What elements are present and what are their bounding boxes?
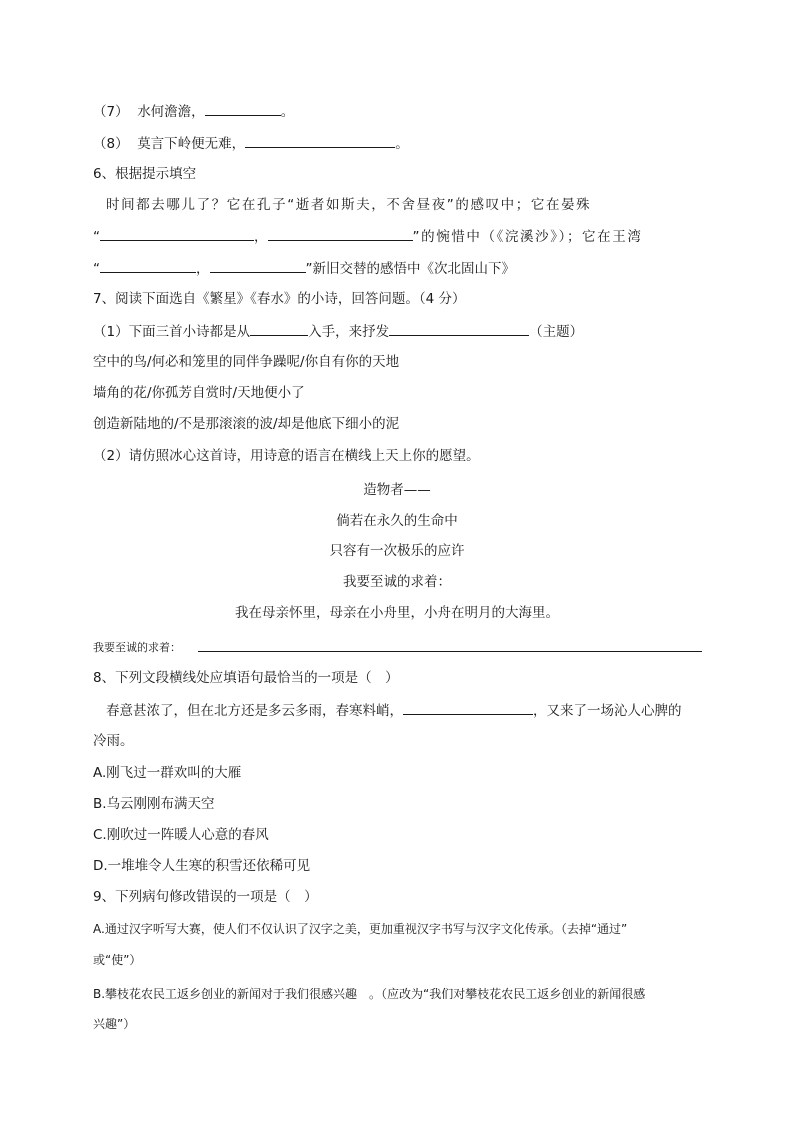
- comma: ，: [254, 229, 268, 245]
- q6-line-1: 时间都去哪儿了？它在孔子“逝者如斯夫，不舍昼夜”的感叹中；它在晏殊: [106, 197, 592, 213]
- q9-option-b-line-2: 兴趣”）: [93, 1017, 136, 1031]
- fill-blank[interactable]: [250, 321, 308, 336]
- item-8-text: 莫言下岭便无难，: [137, 136, 246, 152]
- verse-line-5: 我在母亲怀里，母亲在小舟里，小舟在明月的大海里。: [235, 605, 559, 621]
- item-7-end: 。: [280, 104, 295, 120]
- poem-line-1: 空中的鸟/何必和笼里的同伴争躁呢/你自有你的天地: [93, 354, 400, 370]
- q8-heading: 8、下列文段横线处应填语句最恰当的一项是（ ）: [93, 670, 399, 686]
- item-8-end: 。: [395, 136, 409, 152]
- q8-para-b: ，又来了一场沁人心脾的: [533, 703, 682, 719]
- item-7: [93, 101, 294, 122]
- q9-option-b-line-1: B.攀枝花农民工返乡创业的新闻对于我们很感兴趣 。（应改为“我们对攀枝花农民工返乡创业的新闻很感: [93, 987, 646, 1001]
- q9-option-a-line-1: A.通过汉字听写大赛，使人们不仅认识了汉字之美，更加重视汉字书写与汉字文化传承。（去掉“通过”: [93, 922, 628, 936]
- poem-line-3: 创造新陆地的/不是那滚滚的波/却是他底下细小的泥: [93, 416, 400, 432]
- q6-line-3-rest: ”新旧交替的感悟中《次北固山下》: [305, 261, 515, 277]
- fill-blank[interactable]: [210, 258, 306, 273]
- q7-sub-1-b: 入手，来抒发: [308, 324, 390, 340]
- q7-sub-1-c: （主题）: [529, 324, 584, 340]
- q6-heading: 6、根据提示填空: [93, 166, 197, 182]
- fill-blank[interactable]: [268, 226, 413, 241]
- q7-sub-1-a: （1）下面三首小诗都是从: [93, 324, 251, 340]
- q8-option-a: A.刚飞过一群欢叫的大雁: [93, 765, 242, 781]
- q8-option-d: D.一堆堆令人生寒的积雪还依稀可见: [93, 858, 311, 874]
- verse-line-2: 倘若在永久的生命中: [336, 513, 458, 529]
- q8-para-a: 春意甚浓了，但在北方还是多云多雨，春寒料峭，: [106, 703, 403, 719]
- q7-sub-1: [93, 321, 583, 342]
- fill-blank[interactable]: [100, 226, 254, 241]
- q8-paragraph-end: 冷雨。: [93, 733, 134, 749]
- item-8: [93, 133, 409, 154]
- fill-blank[interactable]: [205, 101, 281, 116]
- item-7-text: 水何澹澹，: [137, 104, 205, 120]
- comma: ，: [196, 261, 210, 277]
- answer-line[interactable]: [198, 651, 702, 652]
- q9-heading: 9、下列病句修改错误的一项是（ ）: [93, 889, 318, 905]
- item-7-number: （7）: [93, 104, 129, 120]
- verse-line-3: 只容有一次极乐的应许: [329, 543, 465, 559]
- q8-option-b: B.乌云刚刚布满天空: [93, 796, 215, 812]
- fill-blank[interactable]: [403, 700, 533, 715]
- q9-option-a-line-2: 或“使”）: [93, 953, 142, 967]
- q6-line-3: [93, 258, 515, 279]
- item-8-number: （8）: [93, 136, 129, 152]
- quote-open: “: [93, 229, 100, 245]
- fill-blank[interactable]: [389, 321, 529, 336]
- verse-line-4: 我要至诚的求着：: [343, 574, 451, 590]
- poem-line-2: 墙角的花/你孤芳自赏时/天地便小了: [93, 385, 305, 401]
- q8-paragraph: [106, 700, 682, 721]
- answer-row: [93, 638, 181, 658]
- q7-sub-2: （2）请仿照冰心这首诗，用诗意的语言在横线上天上你的愿望。: [93, 448, 480, 464]
- answer-label: 我要至诚的求着：: [93, 641, 181, 654]
- fill-blank[interactable]: [100, 258, 196, 273]
- q7-heading: 7、阅读下面选自《繁星》《春水》的小诗，回答问题。（4 分）: [93, 291, 466, 307]
- q6-line-2-rest: ”的惋惜中（《浣溪沙》）；它在王湾: [412, 229, 643, 245]
- q8-option-c: C.刚吹过一阵暖人心意的春风: [93, 827, 269, 843]
- q6-line-2: [93, 226, 642, 247]
- fill-blank[interactable]: [245, 133, 395, 148]
- verse-line-1: 造物者——: [363, 482, 431, 498]
- quote-open: “: [93, 261, 100, 277]
